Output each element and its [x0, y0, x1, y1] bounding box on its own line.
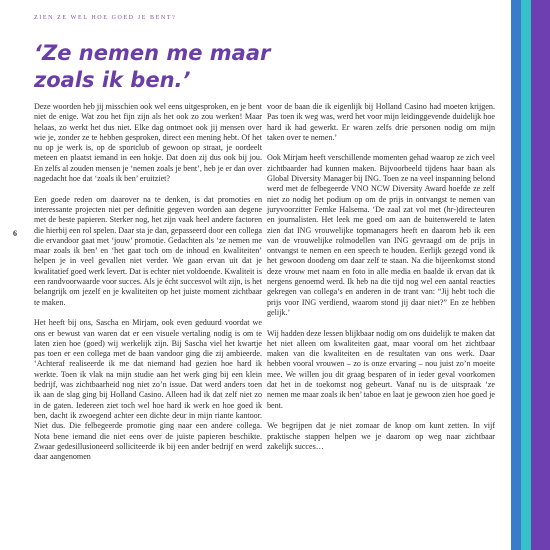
- paragraph: Ook Mirjam heeft verschillende momenten gehad waarop ze zich veel zichtbaarder had kunnen maken. Bijvoorbeeld tijdens haar baan als Global Diversity Manager bij ING. Toen ze na veel inspanning belond werd met de felbegeerde VNO NCW Diversity Award hoefde ze zelf niet zo nodig het podium op om de prijs in ontvangst te nemen van juryvoorzitter Femke Halsema. ‘De zaal zat vol met (hr-)directeuren en journalisten. Het leek me goed om aan de buitenwereld te laten zien dat ING vrouwelijke topmanagers heeft en daarom heb ik een van de vrouwelijke rolmodellen van ING gevraagd om de prijs in ontvangst te nemen en een speech te houden. Eerlijk gezegd vond ik het gewoon doodeng om daar zelf te staan. Na die bijeenkomst stond deze vrouw met naam en foto in alle media en baalde ik ervan dat ik nergens genoemd werd. Ik heb na die tijd nog wel een aantal reacties gekregen van collega’s en anderen in de trant van: “Jij hebt toch die prijs voor ING verdiend, waarom stond jij daar niet?” En ze hebben gelijk.’: [267, 153, 495, 317]
- decorative-edge-stripe-blue: [511, 0, 521, 550]
- paragraph: Wij hadden deze lessen blijkbaar nodig om ons duidelijk te maken dat het niet alleen om kwaliteiten gaat, maar vooral om het zichtbaar maken van die kwaliteiten en de resultaten van ons werk. Daar hebben vooral vrouwen – zo is onze ervaring – nou juist zo’n moeite mee. We willen jou dit graag besparen of in ieder geval voorkomen dat het in de toekomst nog gebeurt. Vanaf nu is de uitspraak ‘ze nemen me maar zoals ik ben’ taboe en laat je gewoon zien hoe goed je bent.: [267, 328, 495, 410]
- left-column: [34, 102, 262, 473]
- paragraph: Het heeft bij ons, Sascha en Mirjam, ook even geduurd voordat we ons er bewust van waren dat er een visuele vertaling nodig is om te laten zien hoe (goed) wij werkelijk zijn. Bij Sascha viel het kwartje pas toen er een collega met de baan vandoor ging die zij ambieerde. ‘Achteraf realiseerde ik me dat niemand had gezien hoe hard ik werkte. Toen ik vlak na mijn studie aan het werk ging bij een klein bedrijf, was zichtbaarheid nog niet zo’n issue. Dat werd anders toen ik aan de slag ging bij Holland Casino. Alleen had ik dat zelf niet zo in de gaten. Iedereen ziet toch wel hoe hard ik werk en hoe goed ik ben, dacht ik zwoegend achter een dichte deur in mijn riante kantoor. Niet dus. Die felbegeerde promotie ging naar een andere collega. Nota bene iemand die niet eens over de juiste papieren beschikte. Zwaar gedesillusioneerd solliciteerde ik bij een ander bedrijf en werd daar aangenomen: [34, 318, 262, 462]
- chapter-title: ‘Ze nemen me maar zoals ik ben.’: [34, 41, 271, 92]
- page-number: 6: [13, 229, 17, 238]
- paragraph: Deze woorden heb jij misschien ook wel eens uitgesproken, en je bent niet de enige. Wat zou het fijn zijn als het ook zo zou werken! Maar helaas, zo werkt het dus niet. Elke dag ontmoet ook jij mensen over wie je, zonder ze te hebben gesproken, direct een mening hebt. Of het nu op je werk is, op de sportclub of gewoon op straat, je oordeelt meteen en plaatst iemand in een hokje. Dat doen zij dus ook bij jou. En zelfs al zouden mensen je ‘nemen zoals je bent’, heb je er dan over nagedacht hoe dat ‘zoals ik ben’ eruitziet?: [34, 102, 262, 184]
- running-header: ZIEN ZE WEL HOE GOED JE BENT?: [34, 15, 177, 21]
- decorative-edge-stripe-purple: [531, 0, 550, 550]
- paragraph: We begrijpen dat je niet zomaar de knop om kunt zetten. In vijf praktische stappen helpen we je daarom op weg naar zichtbaar zakelijk succes…: [267, 421, 495, 451]
- right-column: [267, 102, 495, 462]
- paragraph: Een goede reden om daarover na te denken, is dat promoties en interessante projecten niet per definitie gegeven worden aan degene met de beste papieren. Sterker nog, het zijn vaak heel andere factoren die hierbij een rol spelen. Daar sta je dan, gepasseerd door een collega die ervandoor gaat met ‘jouw’ promotie. Gedachten als ‘ze nemen me maar zoals ik ben’ en ‘het gaat toch om de inhoud en kwaliteiten’ helpen je in veel gevallen niet verder. We gaan ervan uit dat je kwalitatief goed werk levert. Dat is echter niet voldoende. Kwaliteit is een randvoorwaarde voor succes. Als je écht succesvol wilt zijn, is het belangrijk om jezelf en je kwaliteiten op het juiste moment zichtbaar te maken.: [34, 194, 262, 307]
- paragraph: voor de baan die ik eigenlijk bij Holland Casino had moeten krijgen. Pas toen ik weg was, werd het voor mijn leidinggevende duidelijk hoe hard ik had gewerkt. Er waren zelfs drie personen nodig om mijn taken over te nemen.’: [267, 102, 495, 142]
